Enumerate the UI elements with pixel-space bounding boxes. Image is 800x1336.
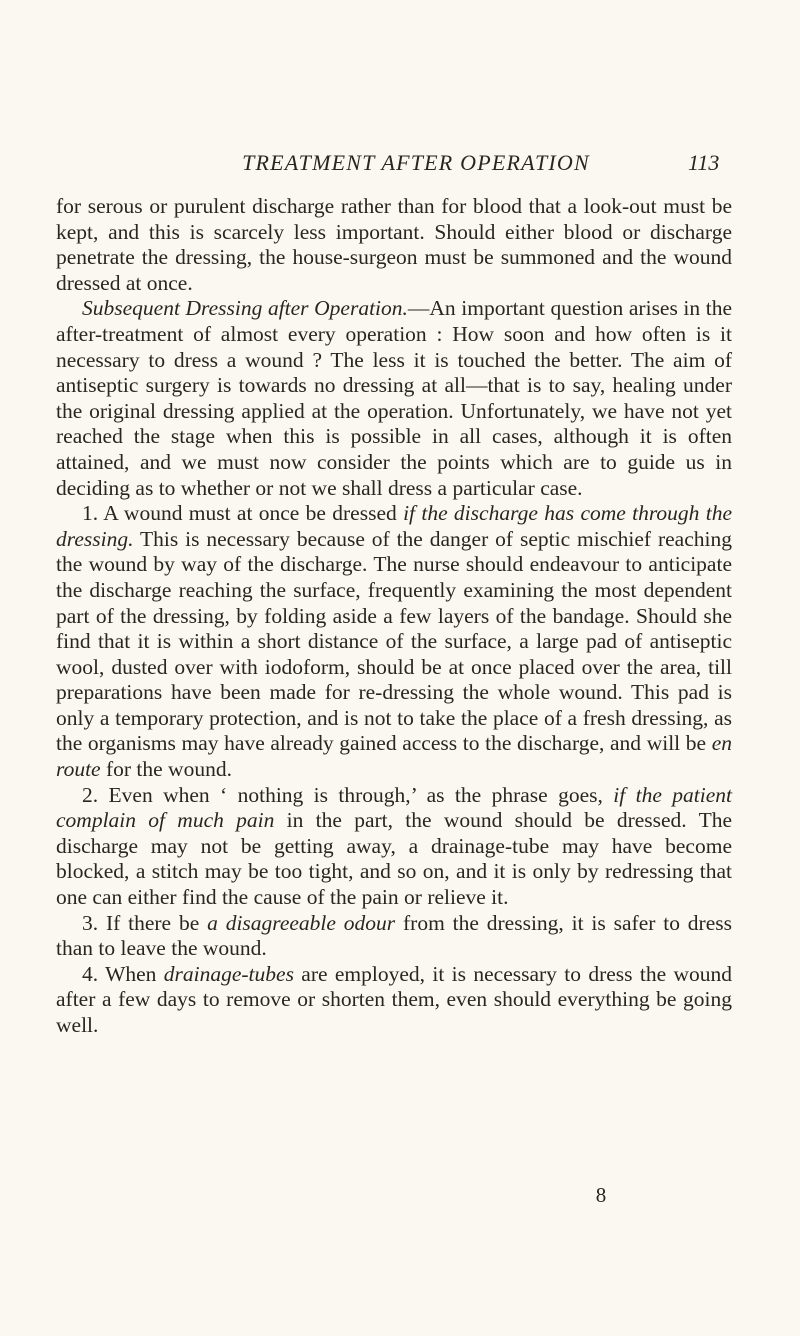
italic-run: a disagreeable odour (207, 910, 396, 935)
running-head-title: TREATMENT AFTER OPERATION (242, 150, 590, 175)
text-run: in the part, the wound should be dressed. The discharge may not be getting away, a drainage-tube may have become blocked, a stitch may be too tight, and so on, and it is only by redressing that one can either find the cause of the pain or relieve it. (56, 808, 732, 910)
text-run: —An important question arises in the after-treatment of almost every operation : How soon and how often is it necessary to dress a wound ? The less it is touched the better. The aim of antiseptic surgery is towards no dressing at all—that is to say, healing under the original dressing applied at the operation. Unfortunately, we have not yet reached the stage when this is possible in all cases, although it is often attained, and we must now consider the points which are to guide us in deciding as to whether or not we shall dress a particular case. (56, 296, 733, 500)
text-run: This is necessary because of the danger of septic mischief reaching the wound by way of the discharge. The nurse should endeavour to anticipate the discharge reaching the surface, frequently examining the most dependent part of the dressing, by folding aside a few layers of the bandage. Should she find that it is within a short distance of the surface, a large pad of antiseptic wool, dusted over with iodoform, should be at once placed over the area, till preparations have been made for re-dressing the whole wound. This pad is only a temporary protection, and is not to take the place of a fresh dressing, as the organisms may have already gained access to the discharge, and will be (56, 526, 732, 756)
paragraph (56, 911, 732, 962)
page-number: 113 (688, 150, 720, 175)
text-run: 1. A wound must at once be dressed (82, 501, 404, 526)
italic-run: if the discharge has come through the dressing. (56, 501, 733, 551)
italic-run: if the patient complain of much pain (56, 782, 732, 833)
text-run: for the wound. (100, 757, 232, 782)
paragraph (56, 296, 732, 501)
text-run: for serous or purulent discharge rather than for blood that a look-out must be kept, and this is scarcely less important. Should either blood or discharge penetrate the dressing, the house-surgeon must be summoned and the wound dressed at once. (56, 194, 732, 295)
text-run: 3. If there be (82, 910, 208, 935)
text-run: from the dressing, it is safer to dress than to leave the wound. (56, 910, 732, 961)
paragraph (56, 783, 732, 911)
paragraph (56, 194, 732, 296)
italic-run: Subsequent Dressing after Operation. (82, 296, 408, 321)
text-run: are employed, it is necessary to dress the wound after a few days to remove or shorten them, even should everything be going well. (56, 961, 732, 1037)
body-text (56, 194, 732, 1039)
paragraph (56, 962, 732, 1039)
text-run: 2. Even when ‘ nothing is through,’ as the phrase goes, (82, 782, 614, 807)
italic-run: en route (56, 731, 732, 782)
paragraph (56, 501, 732, 783)
italic-run: drainage-tubes (163, 961, 294, 986)
signature-mark: 8 (595, 1183, 607, 1207)
text-run: 4. When (82, 961, 164, 986)
